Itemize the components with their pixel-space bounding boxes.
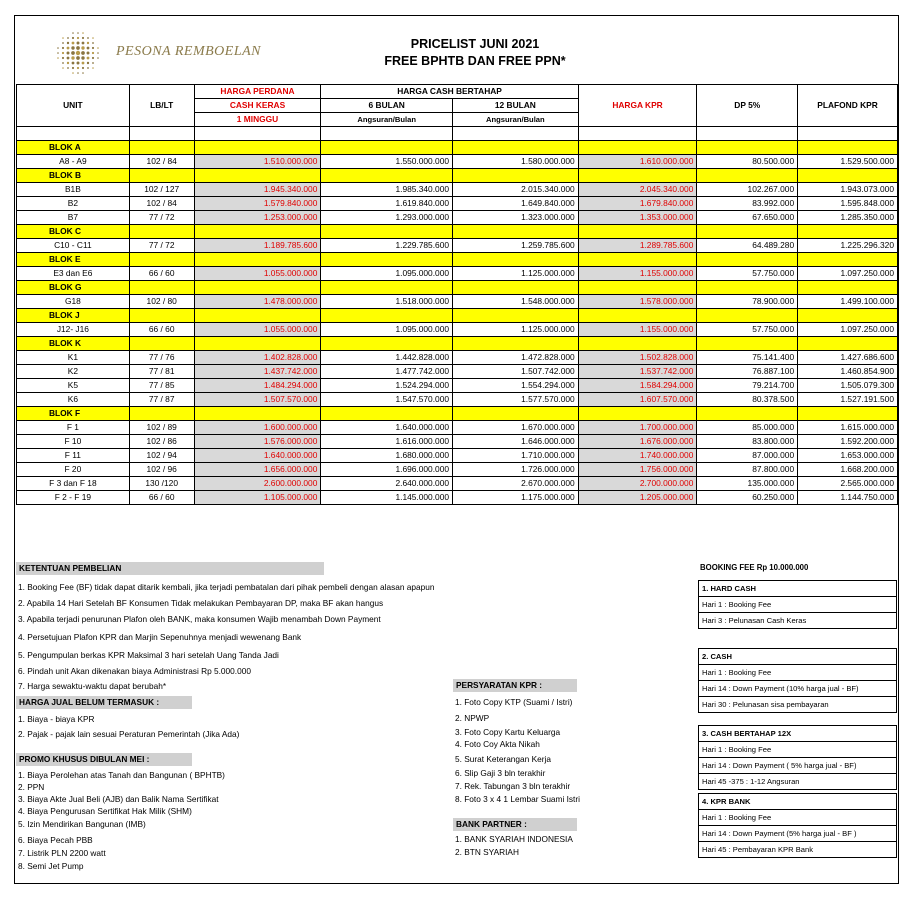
blok-label: BLOK F (17, 407, 130, 421)
list-item: 1. Foto Copy KTP (Suami / Istri) (455, 697, 573, 707)
blok-label: BLOK B (17, 169, 130, 183)
cell-harga-kpr: 1.679.840.000 (578, 197, 697, 211)
table-row (17, 155, 898, 169)
list-item: 4. Biaya Pengurusan Sertifikat Hak Milik (SHM) (18, 806, 192, 816)
list-item: 5. Pengumpulan berkas KPR Maksimal 3 hari setelah Uang Tanda Jadi (18, 650, 279, 660)
table-row (17, 379, 898, 393)
cell-harga-kpr: 1.289.785.600 (578, 239, 697, 253)
pricelist-sheet (14, 15, 899, 884)
cell-cash-keras: 1.055.000.000 (194, 267, 321, 281)
cell-unit: K6 (17, 393, 130, 407)
col-harga-kpr: HARGA KPR (578, 85, 697, 127)
cell-lblt: 102 / 84 (129, 155, 194, 169)
list-item: 2. PPN (18, 782, 45, 792)
cell-dp: 87.800.000 (697, 463, 798, 477)
cell-plafond: 1.595.848.000 (798, 197, 898, 211)
cell-harga-kpr: 1.155.000.000 (578, 267, 697, 281)
payment-step: Hari 14 : Down Payment (5% harga jual - BF ) (699, 826, 896, 842)
cell-unit: K5 (17, 379, 130, 393)
col-plafond: PLAFOND KPR (798, 85, 898, 127)
cell-lblt: 66 / 60 (129, 491, 194, 505)
cell-plafond: 1.529.500.000 (798, 155, 898, 169)
cell-unit: F 10 (17, 435, 130, 449)
cell-6-bulan: 1.095.000.000 (321, 267, 453, 281)
cell-lblt: 102 / 84 (129, 197, 194, 211)
cell-plafond: 1.943.073.000 (798, 183, 898, 197)
list-item: 6. Slip Gaji 3 bln terakhir (455, 768, 546, 778)
payment-box-title: 3. CASH BERTAHAP 12X (699, 726, 896, 742)
cell-harga-kpr: 1.740.000.000 (578, 449, 697, 463)
cell-dp: 76.887.100 (697, 365, 798, 379)
table-row (17, 449, 898, 463)
cell-6-bulan: 1.095.000.000 (321, 323, 453, 337)
cell-harga-kpr: 1.353.000.000 (578, 211, 697, 225)
payment-step: Hari 1 : Booking Fee (699, 665, 896, 681)
payment-step: Hari 1 : Booking Fee (699, 810, 896, 826)
cell-plafond: 1.427.686.600 (798, 351, 898, 365)
cell-cash-keras: 1.600.000.000 (194, 421, 321, 435)
cell-unit: F 1 (17, 421, 130, 435)
cell-dp: 78.900.000 (697, 295, 798, 309)
brand-logo (50, 28, 300, 78)
cell-harga-kpr: 1.537.742.000 (578, 365, 697, 379)
price-table (16, 84, 898, 505)
table-row (17, 239, 898, 253)
table-row (17, 477, 898, 491)
cell-plafond: 1.097.250.000 (798, 323, 898, 337)
cell-dp: 85.000.000 (697, 421, 798, 435)
cell-lblt: 130 /120 (129, 477, 194, 491)
payment-step: Hari 14 : Down Payment (10% harga jual - BF) (699, 681, 896, 697)
cell-lblt: 102 / 89 (129, 421, 194, 435)
cell-unit: K1 (17, 351, 130, 365)
cell-lblt: 77 / 72 (129, 239, 194, 253)
list-item: 2. Apabila 14 Hari Setelah BF Konsumen Tidak melakukan Pembayaran DP, maka BF akan hangus (18, 598, 384, 608)
list-item: 2. Pajak - pajak lain sesuai Peraturan Pemerintah (Jika Ada) (18, 729, 240, 739)
cell-lblt: 77 / 81 (129, 365, 194, 379)
col-1-minggu: 1 MINGGU (194, 113, 321, 127)
cell-lblt: 102 / 86 (129, 435, 194, 449)
cell-dp: 87.000.000 (697, 449, 798, 463)
booking-fee: BOOKING FEE Rp 10.000.000 (700, 563, 809, 572)
payment-step: Hari 1 : Booking Fee (699, 597, 896, 613)
persyaratan-title: PERSYARATAN KPR : (453, 679, 577, 692)
cell-unit: B1B (17, 183, 130, 197)
cell-unit: K2 (17, 365, 130, 379)
cell-plafond: 2.565.000.000 (798, 477, 898, 491)
table-row (17, 267, 898, 281)
cell-plafond: 1.592.200.000 (798, 435, 898, 449)
cell-dp: 102.267.000 (697, 183, 798, 197)
cell-6-bulan: 1.550.000.000 (321, 155, 453, 169)
cell-cash-keras: 1.945.340.000 (194, 183, 321, 197)
cell-12-bulan: 1.726.000.000 (453, 463, 579, 477)
harga-jual-title: HARGA JUAL BELUM TERMASUK : (16, 696, 192, 709)
cell-harga-kpr: 1.205.000.000 (578, 491, 697, 505)
col-6-bulan: 6 BULAN (321, 99, 453, 113)
cell-plafond: 1.285.350.000 (798, 211, 898, 225)
col-12-bulan: 12 BULAN (453, 99, 579, 113)
cell-harga-kpr: 1.607.570.000 (578, 393, 697, 407)
cell-unit: B2 (17, 197, 130, 211)
cell-harga-kpr: 1.578.000.000 (578, 295, 697, 309)
page-title (355, 36, 595, 70)
cell-harga-kpr: 1.610.000.000 (578, 155, 697, 169)
cash-box (698, 648, 897, 713)
blok-label: BLOK E (17, 253, 130, 267)
cell-lblt: 102 / 96 (129, 463, 194, 477)
blok-row (17, 337, 898, 351)
list-item: 5. Izin Mendirikan Bangunan (IMB) (18, 819, 146, 829)
cell-cash-keras: 1.579.840.000 (194, 197, 321, 211)
cell-cash-keras: 1.189.785.600 (194, 239, 321, 253)
blok-row (17, 309, 898, 323)
cell-cash-keras: 1.484.294.000 (194, 379, 321, 393)
payment-step: Hari 14 : Down Payment ( 5% harga jual - BF) (699, 758, 896, 774)
cell-plafond: 1.668.200.000 (798, 463, 898, 477)
cell-12-bulan: 1.507.742.000 (453, 365, 579, 379)
list-item: 6. Pindah unit Akan dikenakan biaya Administrasi Rp 5.000.000 (18, 666, 251, 676)
cell-dp: 75.141.400 (697, 351, 798, 365)
cell-harga-kpr: 1.700.000.000 (578, 421, 697, 435)
dotted-globe-icon (50, 28, 110, 78)
cell-12-bulan: 1.554.294.000 (453, 379, 579, 393)
payment-step: Hari 45 : Pembayaran KPR Bank (702, 845, 814, 854)
col-angsuran-2: Angsuran/Bulan (453, 113, 579, 127)
list-item: 7. Rek. Tabungan 3 bln terakhir (455, 781, 571, 791)
cell-12-bulan: 1.710.000.000 (453, 449, 579, 463)
cell-6-bulan: 1.477.742.000 (321, 365, 453, 379)
table-row (17, 435, 898, 449)
cell-harga-kpr: 1.584.294.000 (578, 379, 697, 393)
col-cash-keras: CASH KERAS (194, 99, 321, 113)
cell-6-bulan: 1.680.000.000 (321, 449, 453, 463)
cell-12-bulan: 1.646.000.000 (453, 435, 579, 449)
blok-row (17, 281, 898, 295)
cell-unit: F 11 (17, 449, 130, 463)
cell-dp: 83.992.000 (697, 197, 798, 211)
cell-harga-kpr: 1.676.000.000 (578, 435, 697, 449)
cell-12-bulan: 1.580.000.000 (453, 155, 579, 169)
cell-cash-keras: 1.402.828.000 (194, 351, 321, 365)
cell-cash-keras: 1.437.742.000 (194, 365, 321, 379)
blok-row (17, 407, 898, 421)
blok-row (17, 169, 898, 183)
cell-cash-keras: 1.640.000.000 (194, 449, 321, 463)
list-item: 2. NPWP (455, 713, 490, 723)
col-angsuran-1: Angsuran/Bulan (321, 113, 453, 127)
cell-cash-keras: 2.600.000.000 (194, 477, 321, 491)
cell-6-bulan: 1.293.000.000 (321, 211, 453, 225)
list-item: 8. Foto 3 x 4 1 Lembar Suami Istri (455, 794, 580, 804)
list-item: 1. BANK SYARIAH INDONESIA (455, 834, 573, 844)
cell-12-bulan: 1.472.828.000 (453, 351, 579, 365)
header-row-1 (17, 85, 898, 99)
cell-6-bulan: 1.640.000.000 (321, 421, 453, 435)
list-item: 7. Harga sewaktu-waktu dapat berubah* (18, 681, 167, 691)
blok-label: BLOK C (17, 225, 130, 239)
table-row (17, 323, 898, 337)
cell-12-bulan: 1.649.840.000 (453, 197, 579, 211)
cell-dp: 57.750.000 (697, 323, 798, 337)
cell-harga-kpr: 2.045.340.000 (578, 183, 697, 197)
cell-cash-keras: 1.478.000.000 (194, 295, 321, 309)
cash-bertahap-box (698, 725, 897, 790)
list-item: 7. Listrik PLN 2200 watt (18, 848, 106, 858)
cell-6-bulan: 1.547.570.000 (321, 393, 453, 407)
cell-lblt: 102 / 94 (129, 449, 194, 463)
col-lblt: LB/LT (129, 85, 194, 127)
table-row (17, 491, 898, 505)
cell-12-bulan: 1.548.000.000 (453, 295, 579, 309)
cell-12-bulan: 1.670.000.000 (453, 421, 579, 435)
cell-12-bulan: 1.125.000.000 (453, 323, 579, 337)
payment-box-title: 4. KPR BANK (699, 794, 896, 810)
promo-title: PROMO KHUSUS DIBULAN MEI : (16, 753, 192, 766)
cell-12-bulan: 1.259.785.600 (453, 239, 579, 253)
list-item: 3. Apabila terjadi penurunan Plafon oleh BANK, maka konsumen Wajib menambah Down Payment (18, 614, 381, 624)
col-harga-cash-bertahap: HARGA CASH BERTAHAP (321, 85, 578, 99)
list-item: 6. Biaya Pecah PBB (18, 835, 93, 845)
brand-name: PESONA REMBOELAN (116, 44, 262, 59)
cell-lblt: 77 / 76 (129, 351, 194, 365)
cell-lblt: 102 / 127 (129, 183, 194, 197)
blok-row (17, 141, 898, 155)
col-unit: UNIT (17, 85, 130, 127)
title-line-2: FREE BPHTB DAN FREE PPN* (384, 54, 566, 68)
cell-6-bulan: 1.229.785.600 (321, 239, 453, 253)
list-item: 4. Foto Coy Akta Nikah (455, 739, 540, 749)
table-row (17, 295, 898, 309)
cell-cash-keras: 1.576.000.000 (194, 435, 321, 449)
cell-12-bulan: 2.015.340.000 (453, 183, 579, 197)
blok-row (17, 225, 898, 239)
cell-plafond: 1.505.079.300 (798, 379, 898, 393)
cell-unit: F 20 (17, 463, 130, 477)
cell-6-bulan: 1.518.000.000 (321, 295, 453, 309)
payment-box-title: 1. HARD CASH (699, 581, 896, 597)
cell-cash-keras: 1.105.000.000 (194, 491, 321, 505)
bank-title: BANK PARTNER : (453, 818, 577, 831)
list-item: 5. Surat Keterangan Kerja (455, 754, 551, 764)
cell-unit: J12- J16 (17, 323, 130, 337)
list-item: 8. Semi Jet Pump (18, 861, 84, 871)
cell-plafond: 1.460.854.900 (798, 365, 898, 379)
list-item: 4. Persetujuan Plafon KPR dan Marjin Sepenuhnya menjadi wewenang Bank (18, 632, 302, 642)
cell-cash-keras: 1.055.000.000 (194, 323, 321, 337)
cell-lblt: 77 / 87 (129, 393, 194, 407)
cell-dp: 135.000.000 (697, 477, 798, 491)
cell-lblt: 66 / 60 (129, 323, 194, 337)
cell-12-bulan: 1.125.000.000 (453, 267, 579, 281)
list-item: 1. Biaya Perolehan atas Tanah dan Bangunan ( BPHTB) (18, 770, 225, 780)
cell-unit: B7 (17, 211, 130, 225)
col-dp: DP 5% (697, 85, 798, 127)
ketentuan-title: KETENTUAN PEMBELIAN (16, 562, 324, 575)
cell-unit: F 3 dan F 18 (17, 477, 130, 491)
list-item: 3. Biaya Akte Jual Beli (AJB) dan Balik Nama Sertifikat (18, 794, 219, 804)
cell-unit: G18 (17, 295, 130, 309)
blank-row (17, 127, 898, 141)
cell-dp: 64.489.280 (697, 239, 798, 253)
list-item: 1. Booking Fee (BF) tidak dapat ditarik kembali, jika terjadi pembatalan dari pihak pembeli dengan alasan apapun (18, 582, 435, 592)
cell-cash-keras: 1.507.570.000 (194, 393, 321, 407)
cell-dp: 83.800.000 (697, 435, 798, 449)
cell-lblt: 77 / 72 (129, 211, 194, 225)
cell-plafond: 1.653.000.000 (798, 449, 898, 463)
table-row (17, 351, 898, 365)
hard-cash-box (698, 580, 897, 629)
cell-6-bulan: 1.696.000.000 (321, 463, 453, 477)
cell-harga-kpr: 1.502.828.000 (578, 351, 697, 365)
cell-unit: E3 dan E6 (17, 267, 130, 281)
cell-dp: 67.650.000 (697, 211, 798, 225)
cell-lblt: 66 / 60 (129, 267, 194, 281)
cell-dp: 57.750.000 (697, 267, 798, 281)
cell-harga-kpr: 2.700.000.000 (578, 477, 697, 491)
cell-harga-kpr: 1.756.000.000 (578, 463, 697, 477)
cell-unit: F 2 - F 19 (17, 491, 130, 505)
cell-plafond: 1.615.000.000 (798, 421, 898, 435)
cell-plafond: 1.527.191.500 (798, 393, 898, 407)
cell-harga-kpr: 1.155.000.000 (578, 323, 697, 337)
table-row (17, 463, 898, 477)
payment-step: Hari 3 : Pelunasan Cash Keras (702, 616, 807, 625)
col-harga-perdana: HARGA PERDANA (194, 85, 321, 99)
cell-6-bulan: 1.985.340.000 (321, 183, 453, 197)
blok-label: BLOK K (17, 337, 130, 351)
table-row (17, 365, 898, 379)
payment-box-title: 2. CASH (699, 649, 896, 665)
table-row (17, 197, 898, 211)
payment-step: Hari 1 : Booking Fee (699, 742, 896, 758)
cell-cash-keras: 1.510.000.000 (194, 155, 321, 169)
cell-12-bulan: 1.577.570.000 (453, 393, 579, 407)
cell-plafond: 1.144.750.000 (798, 491, 898, 505)
title-line-1: PRICELIST JUNI 2021 (410, 37, 540, 51)
cell-plafond: 1.097.250.000 (798, 267, 898, 281)
cell-6-bulan: 1.616.000.000 (321, 435, 453, 449)
cell-dp: 80.378.500 (697, 393, 798, 407)
cell-6-bulan: 2.640.000.000 (321, 477, 453, 491)
table-row (17, 421, 898, 435)
cell-unit: C10 - C11 (17, 239, 130, 253)
cell-cash-keras: 1.656.000.000 (194, 463, 321, 477)
list-item: 2. BTN SYARIAH (455, 847, 519, 857)
kpr-bank-box (698, 793, 897, 858)
blok-row (17, 253, 898, 267)
cell-6-bulan: 1.442.828.000 (321, 351, 453, 365)
table-row (17, 393, 898, 407)
cell-plafond: 1.225.296.320 (798, 239, 898, 253)
table-row (17, 183, 898, 197)
list-item: 3. Foto Copy Kartu Keluarga (455, 727, 561, 737)
payment-step: Hari 30 : Pelunasan sisa pembayaran (702, 700, 829, 709)
table-row (17, 211, 898, 225)
cell-cash-keras: 1.253.000.000 (194, 211, 321, 225)
list-item: 1. Biaya - biaya KPR (18, 714, 95, 724)
cell-6-bulan: 1.145.000.000 (321, 491, 453, 505)
blok-label: BLOK A (17, 141, 130, 155)
cell-lblt: 102 / 80 (129, 295, 194, 309)
cell-plafond: 1.499.100.000 (798, 295, 898, 309)
cell-dp: 79.214.700 (697, 379, 798, 393)
cell-dp: 80.500.000 (697, 155, 798, 169)
cell-unit: A8 - A9 (17, 155, 130, 169)
cell-dp: 60.250.000 (697, 491, 798, 505)
blok-label: BLOK G (17, 281, 130, 295)
cell-lblt: 77 / 85 (129, 379, 194, 393)
blok-label: BLOK J (17, 309, 130, 323)
cell-6-bulan: 1.619.840.000 (321, 197, 453, 211)
cell-12-bulan: 2.670.000.000 (453, 477, 579, 491)
cell-12-bulan: 1.175.000.000 (453, 491, 579, 505)
cell-6-bulan: 1.524.294.000 (321, 379, 453, 393)
cell-12-bulan: 1.323.000.000 (453, 211, 579, 225)
payment-step: Hari 45 -375 : 1-12 Angsuran (702, 777, 800, 786)
